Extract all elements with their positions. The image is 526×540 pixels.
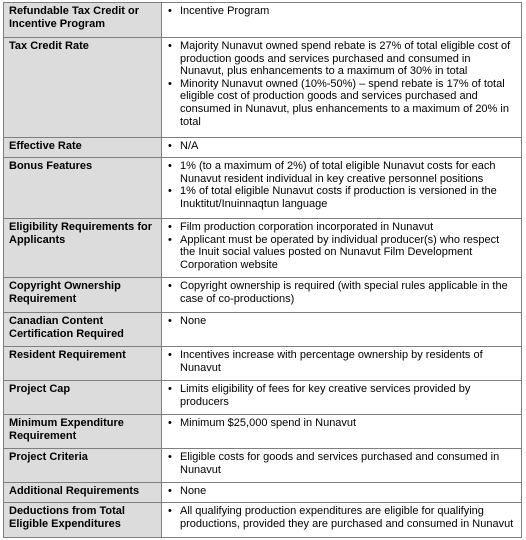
table-row: [4, 219, 522, 278]
row-content: [162, 278, 522, 313]
table-row: [4, 158, 522, 219]
list-item: • Film production corporation incorporated in Nunavut: [180, 221, 517, 234]
row-content: [162, 38, 522, 138]
row-label: Copyright Ownership Requirement: [4, 278, 162, 313]
list-item: • All qualifying production expenditures are eligible for qualifying productions, provided they are purchased and consumed in Nunavut: [180, 505, 517, 530]
row-content: [162, 347, 522, 381]
row-label: Resident Requirement: [4, 347, 162, 381]
list-item: • Incentive Program: [180, 5, 517, 18]
row-content: [162, 415, 522, 449]
list-item: • Limits eligibility of fees for key creative services provided by producers: [180, 383, 517, 408]
row-label: Bonus Features: [4, 158, 162, 219]
list-item: • Majority Nunavut owned spend rebate is 27% of total eligible cost of production goods and services purchased and consumed in Nunavut, plus enhancements to a maximum of 30% in total: [180, 40, 517, 78]
table-row: [4, 381, 522, 415]
table-row: [4, 415, 522, 449]
row-content: [162, 3, 522, 38]
row-label: Refundable Tax Credit or Incentive Program: [4, 3, 162, 38]
row-content: [162, 483, 522, 503]
row-content: [162, 219, 522, 278]
row-content: [162, 158, 522, 219]
list-item: • Minimum $25,000 spend in Nunavut: [180, 417, 517, 430]
list-item: • Copyright ownership is required (with special rules applicable in the case of co-productions): [180, 280, 517, 305]
table-row: [4, 449, 522, 483]
row-content: [162, 138, 522, 158]
table-row: [4, 347, 522, 381]
table-row: [4, 313, 522, 347]
row-label: Eligibility Requirements for Applicants: [4, 219, 162, 278]
row-content: [162, 313, 522, 347]
row-content: [162, 503, 522, 538]
row-content: [162, 381, 522, 415]
list-item: • None: [180, 315, 517, 328]
list-item: • Minority Nunavut owned (10%-50%) – spend rebate is 17% of total eligible cost of production goods and services purchased and consumed in Nunavut, plus enhancements to a maximum of 20% in total: [180, 78, 517, 128]
table-row: [4, 483, 522, 503]
list-item: • None: [180, 485, 517, 498]
row-label: Project Criteria: [4, 449, 162, 483]
table-row: [4, 503, 522, 538]
row-label: Tax Credit Rate: [4, 38, 162, 138]
incentive-table: [3, 2, 522, 538]
row-content: [162, 449, 522, 483]
list-item: • Eligible costs for goods and services purchased and consumed in Nunavut: [180, 451, 517, 476]
row-label: Project Cap: [4, 381, 162, 415]
list-item: • 1% of total eligible Nunavut costs if production is versioned in the Inuktitut/Inuinnaqtun language: [180, 185, 517, 210]
incentive-summary: [3, 2, 522, 538]
list-item: • N/A: [180, 140, 517, 153]
table-row: [4, 278, 522, 313]
table-row: [4, 38, 522, 138]
list-item: • Applicant must be operated by individual producer(s) who respect the Inuit social values posted on Nunavut Film Development Corporation website: [180, 234, 517, 272]
row-label: Additional Requirements: [4, 483, 162, 503]
row-label: Canadian Content Certification Required: [4, 313, 162, 347]
row-label: Minimum Expenditure Requirement: [4, 415, 162, 449]
row-label: Effective Rate: [4, 138, 162, 158]
list-item: • Incentives increase with percentage ownership by residents of Nunavut: [180, 349, 517, 374]
table-row: [4, 3, 522, 38]
list-item: • 1% (to a maximum of 2%) of total eligible Nunavut costs for each Nunavut resident individual in key creative personnel positions: [180, 160, 517, 185]
table-row: [4, 138, 522, 158]
row-label: Deductions from Total Eligible Expenditures: [4, 503, 162, 538]
